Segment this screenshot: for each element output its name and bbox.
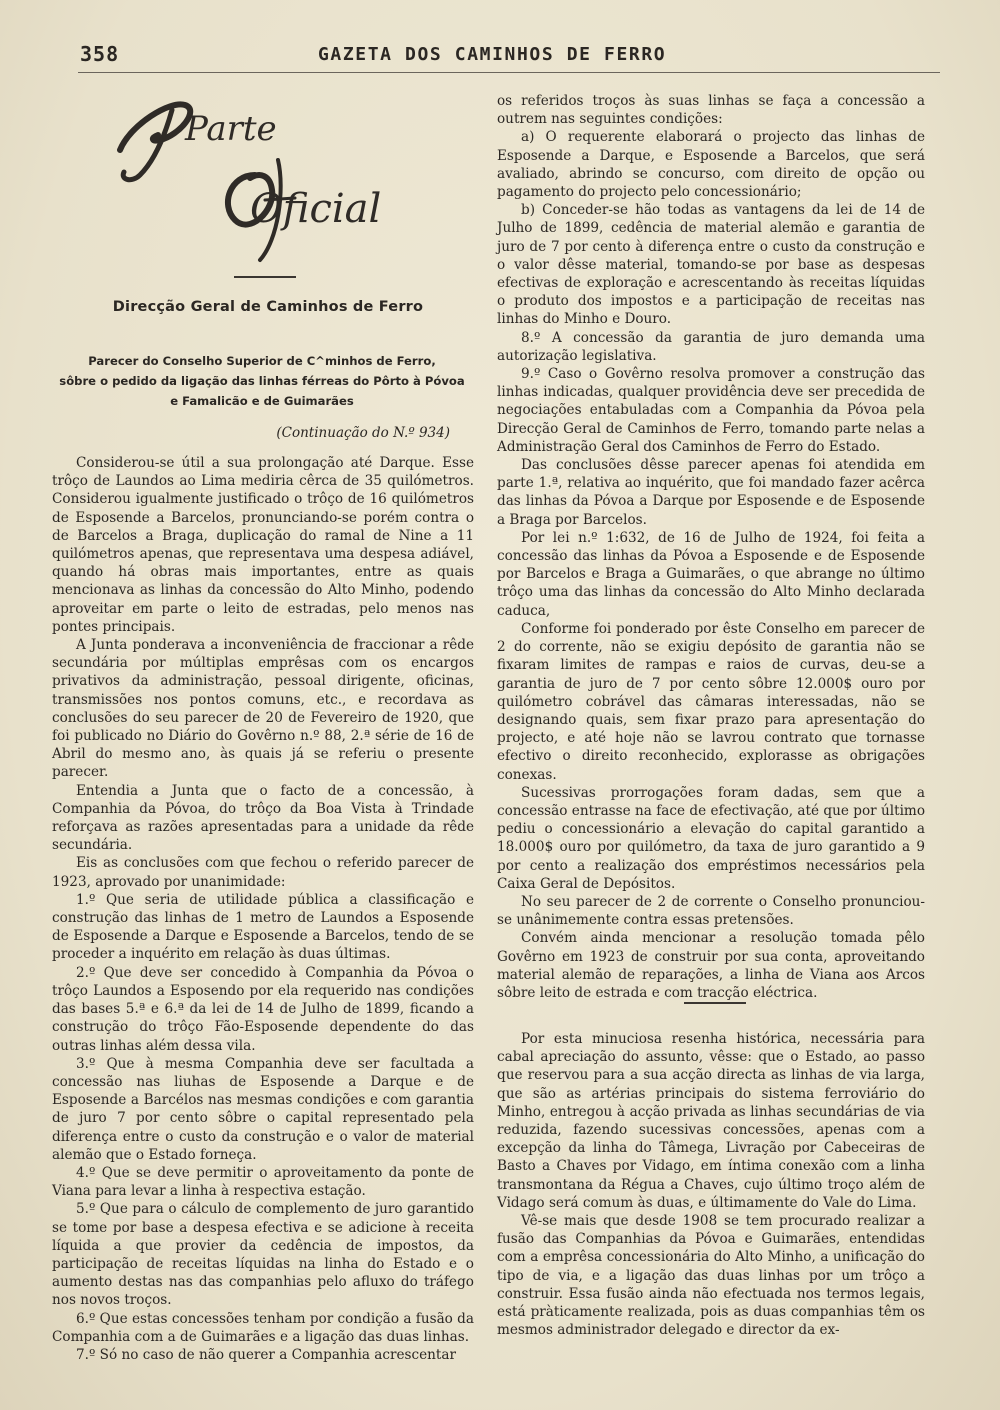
- header-rule: [78, 72, 940, 73]
- page-number: 358: [80, 42, 120, 66]
- right-column-bottom: [497, 1030, 925, 1339]
- paragraph: 7.º Só no caso de não querer a Companhia acrescentar: [76, 1346, 456, 1363]
- masthead-line1: Parte: [185, 109, 277, 149]
- masthead-line2: Oficial: [250, 186, 382, 232]
- paragraph: 5.º Que para o cálculo de complemento de juro garantido se tome por base a despesa efectiva e se adicione à receita líquida a que provier da cedência de impostos, da participação de receitas líquidas na linha do Estado e o aumento destas nas das companhias pelo afluxo do tráfego nos novos troços.: [52, 1201, 474, 1309]
- paragraph: Eis as conclusões com que fechou o referido parecer de 1923, aprovado por unanimidade:: [52, 855, 474, 890]
- left-column: [52, 454, 474, 1364]
- right-column-top: [497, 92, 925, 1002]
- parte-oficial-masthead: [110, 80, 440, 270]
- paragraph: Por esta minuciosa resenha histórica, necessária para cabal apreciação do assunto, vêsse: que o Estado, ao passo que reservou para a sua acção directa as linhas de via larga, que são as artérias principais do sistema ferroviário do Minho, entregou à acção privada as linhas secundárias de via reduzida, fazendo sucessivas concessões, apenas com a excepção da linha do Tâmega, Livração por Cabeceiras de Basto a Chaves por Vidago, em íntima conexão com a linha transmontana da Régua a Chaves, cujo último troço além de Vidago será comum às duas, e últimamente do Vale do Lima.: [497, 1031, 925, 1211]
- paragraph: a) O requerente elaborará o projecto das linhas de Esposende a Darque, e Esposende a Barcelos, que será avaliado, abrindo se concurso, com direito de opção ou pagamento do projecto pelo concessionário;: [497, 129, 925, 201]
- paragraph: Conforme foi ponderado por êste Conselho em parecer de 2 do corrente, não se exigiu depósito de garantia não se fixaram limites de rampas e raios de curvas, deu-se a garantia de juro de 7 por cento sôbre 12.000$ ouro por quilómetro cobrável das câmaras interessadas, não se designando quais, sem fixar prazo para apresentação do projecto, e até hoje não se lavrou contrato que tornasse efectivo o direito reconhecido, explorasse as obrigações conexas.: [497, 620, 925, 783]
- parecer-title-line3: e Famalicão e de Guimarães: [170, 394, 354, 408]
- paragraph: Considerou-se útil a sua prolongação até Darque. Esse trôço de Laundos ao Lima mediria cêrca de 35 quilómetros. Considerou igualmente justificado o trôço de 16 quilómetros de Esposende a Barcelos, pronunciando-se porém contra o de Barcelos a Braga, duplicação do ramal de Nine a 11 quilómetros apenas, que representava uma despesa adiável, quando há obras mais importantes, entre as quais mencionava as linhas da concessão do Alto Minho, podendo aproveitar em parte o leito de estradas, pelo menos nas pontes principais.: [52, 455, 474, 635]
- paragraph: 1.º Que seria de utilidade pública a classificação e construção das linhas de 1 metro de Laundos a Esposende de Esposende a Darque e Esposende a Barcelos, tendo de se proceder a inquérito em relação às duas últimas.: [52, 891, 474, 963]
- paragraph: 2.º Que deve ser concedido à Companhia da Póvoa o trôço Laundos a Esposendo por ela requerido nas condições das bases 5.ª e 6.ª da lei de 14 de Julho de 1899, ficando a construção do trôço Fão-Esposende dependente do das outras linhas além dessa vila.: [52, 964, 474, 1054]
- paragraph: b) Conceder-se hão todas as vantagens da lei de 14 de Julho de 1899, cedência de material alemão e garantia de juro de 7 por cento à diferença entre o custo da construção e o valor dêsse material, tomando-se por base as despesas efectivas de exploração e acrescentando às receitas líquidas o produto dos impostos e a participação de receitas nas linhas do Minho e Douro.: [497, 202, 925, 328]
- paragraph: Das conclusões dêsse parecer apenas foi atendida em parte 1.ª, relativa ao inquérito, que foi mandado fazer acêrca das linhas da Póvoa a Darque por Esposende e de Esposende a Braga por Barcelos.: [497, 457, 925, 528]
- section-divider: [684, 1002, 746, 1004]
- continuation-note: (Continuação do N.º 934): [276, 425, 450, 441]
- running-head: GAZETA DOS CAMINHOS DE FERRO: [318, 44, 667, 65]
- paragraph: 6.º Que estas concessões tenham por condição a fusão da Companhia com a de Guimarães e a ligação das duas linhas.: [52, 1310, 474, 1345]
- parecer-title: [52, 351, 472, 411]
- paragraph: No seu parecer de 2 de corrente o Conselho pronunciou-se unânimemente contra essas pretensões.: [497, 893, 925, 929]
- parecer-title-line1: Parecer do Conselho Superior de C^minhos de Ferro,: [88, 354, 436, 368]
- paragraph: Entendia a Junta que o facto de a concessão, à Companhia da Póvoa, do trôço da Boa Vista à Trindade reforçava as razões apresentadas para a unidade da rêde secundária.: [52, 782, 474, 854]
- paragraph: Vê-se mais que desde 1908 se tem procurado realizar a fusão das Companhias da Póvoa e Guimarães, entendidas com a emprêsa concessionária do Alto Minho, a unificação do tipo de via, e a ligação das duas linhas por um trôço a construir. Essa fusão ainda não efectuada nos termos legais, está pràticamente realizada, pois as duas companhias têm os mesmos administrador delegado e director da ex-: [497, 1213, 925, 1339]
- title-divider: [234, 276, 296, 278]
- paragraph: 3.º Que à mesma Companhia deve ser facultada a concessão nas liuhas de Esposende a Darque e de Esposende a Barcélos nas mesmas condições e com garantia de juro 7 por cento sôbre o capital representado pela diferença entre o custo da construção e o valor de material alemão que o Estado forneça.: [52, 1055, 474, 1163]
- paragraph: A Junta ponderava a inconveniência de fraccionar a rêde secundária por múltiplas emprêsas com os encargos privativos da administração, pessoal dirigente, oficinas, transmissões nos pontos comuns, etc., e recordava as conclusões do seu parecer de 20 de Fevereiro de 1920, que foi publicado no Diário do Govêrno n.º 88, 2.ª série de 16 de Abril do mesmo ano, às quais já se referiu o presente parecer.: [52, 637, 474, 781]
- paragraph: Sucessivas prorrogações foram dadas, sem que a concessão entrasse na face de efectivação, até que por último pediu o concessionário a elevação do capital garantido a 18.000$ ouro por quilómetro, da taxa de juro garantido a 9 por cento a realização dos empréstimos necessários pela Caixa Geral de Depósitos.: [497, 784, 925, 892]
- paragraph: 9.º Caso o Govêrno resolva promover a construção das linhas indicadas, qualquer providência deve ser precedida de negociações entabuladas com a Companhia da Póvoa pela Direcção Geral de Caminhos de Ferro, tomando parte nelas a Administração Geral dos Caminhos de Ferro do Estado.: [497, 366, 925, 455]
- paragraph: 8.º A concessão da garantia de juro demanda uma autorização legislativa.: [497, 329, 925, 364]
- paragraph: Por lei n.º 1:632, de 16 de Julho de 1924, foi feita a concessão das linhas da Póvoa a Esposende e de Esposende por Barcelos e Braga a Guimarães, o que abrange no último trôço uma das linhas da concessão do Alto Minho declarada caduca,: [497, 529, 925, 619]
- parecer-title-line2: sôbre o pedido da ligação das linhas férreas do Pôrto à Póvoa: [59, 374, 465, 388]
- paragraph: os referidos troços às suas linhas se faça a concessão a outrem nas seguintes condições:: [497, 93, 925, 128]
- paragraph: Convém ainda mencionar a resolução tomada pêlo Govêrno em 1923 de construir por sua conta, aproveitando material alemão de reparações, a linha de Viana aos Arcos sôbre leito de estrada e com tracção eléctrica.: [497, 930, 925, 1001]
- paragraph: 4.º Que se deve permitir o aproveitamento da ponte de Viana para levar a linha à respectiva estação.: [52, 1164, 474, 1200]
- section-title: Direcção Geral de Caminhos de Ferro: [112, 299, 424, 315]
